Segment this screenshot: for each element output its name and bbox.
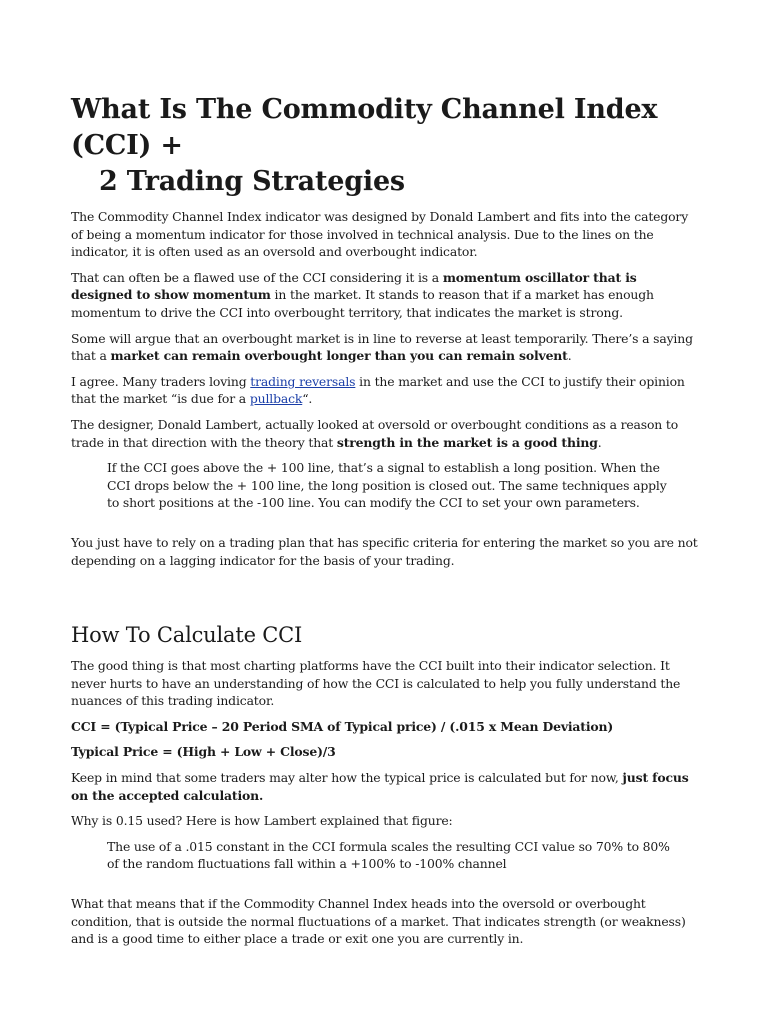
text: . (597, 434, 602, 450)
bold-text: market can remain overbought longer than you can remain solvent (110, 348, 568, 364)
paragraph-intro: The Commodity Channel Index indicator was designed by Donald Lambert and fits into the category of being a momentum indicator for those involved in technical analysis. Due to the lines on the indicator, it is often used as an oversold and overbought indicator. (71, 209, 689, 260)
paragraph-agree (71, 373, 701, 408)
paragraph-flawed-use (71, 269, 701, 322)
paragraph-what-that-means: What that means that if the Commodity Channel Index heads into the oversold or overbought condition, that is outside the normal fluctuations of a market. That indicates strength (or weakness) and is a good time to either place a trade or exit one you are currently in. (71, 896, 686, 947)
link-pullback[interactable]: pullback (249, 391, 303, 407)
formula-typical-price: Typical Price = (High + Low + Close)/3 (71, 744, 336, 760)
text: . (567, 348, 572, 364)
text: in the market. It stands to reason that if a market has enough momentum to drive the CCI into overbought territory, that indicates the market is strong. (71, 287, 654, 320)
bold-text: strength in the market is a good thing (336, 434, 598, 450)
bold-text: momentum oscillator that is designed to show momentum (71, 269, 637, 303)
text: The designer, Donald Lambert, actually looked at oversold or overbought conditions as a reason to trade in that direction with the theory that (71, 416, 679, 450)
blockquote-cci-signal: If the CCI goes above the + 100 line, that’s a signal to establish a long position. When the CCI drops below the + 100 line, the long position is closed out. The same techniques apply to short positions at the -100 line. You can modify the CCI to set your own parameters. (107, 460, 667, 511)
link-trading-reversals[interactable]: trading reversals (250, 373, 356, 389)
page-title (71, 0, 701, 200)
text: in the market and use the CCI to justify their opinion that the market “is due for a (71, 373, 685, 407)
title-line-1: What Is The Commodity Channel Index (CCI) + (71, 94, 658, 161)
text: Keep in mind that some traders may alter how the typical price is calculated but for now, (71, 770, 623, 786)
text: I agree. Many traders loving (71, 373, 251, 389)
text: Some will argue that an overbought market is in line to reverse at least temporarily. There’s a saying that a (71, 330, 693, 364)
paragraph-why-015: Why is 0.15 used? Here is how Lambert explained that figure: (71, 813, 453, 829)
paragraph-charting-platforms: The good thing is that most charting platforms have the CCI built into their indicator selection. It never hurts to have an understanding of how the CCI is calculated to help you fully understand the nuances of this trading indicator. (71, 658, 681, 709)
section-heading-calculate: How To Calculate CCI (71, 623, 303, 648)
paragraph-keep-in-mind (71, 769, 701, 804)
text: “. (302, 391, 313, 407)
blockquote-lambert: The use of a .015 constant in the CCI formula scales the resulting CCI value so 70% to 80% of the random fluctuations fall within a +100% to -100% channel (107, 838, 670, 872)
title-line-2: 2 Trading Strategies (99, 166, 405, 197)
text: That can often be a flawed use of the CCI considering it is a (71, 269, 443, 285)
bold-text: just focus on the accepted calculation. (71, 770, 689, 803)
paragraph-trading-plan: You just have to rely on a trading plan that has specific criteria for entering the market so you are not depending on a lagging indicator for the basis of your trading. (71, 534, 698, 568)
paragraph-designer (71, 416, 701, 451)
paragraph-overbought (71, 330, 701, 365)
formula-cci: CCI = (Typical Price – 20 Period SMA of Typical price) / (.015 x Mean Deviation) (71, 718, 614, 734)
